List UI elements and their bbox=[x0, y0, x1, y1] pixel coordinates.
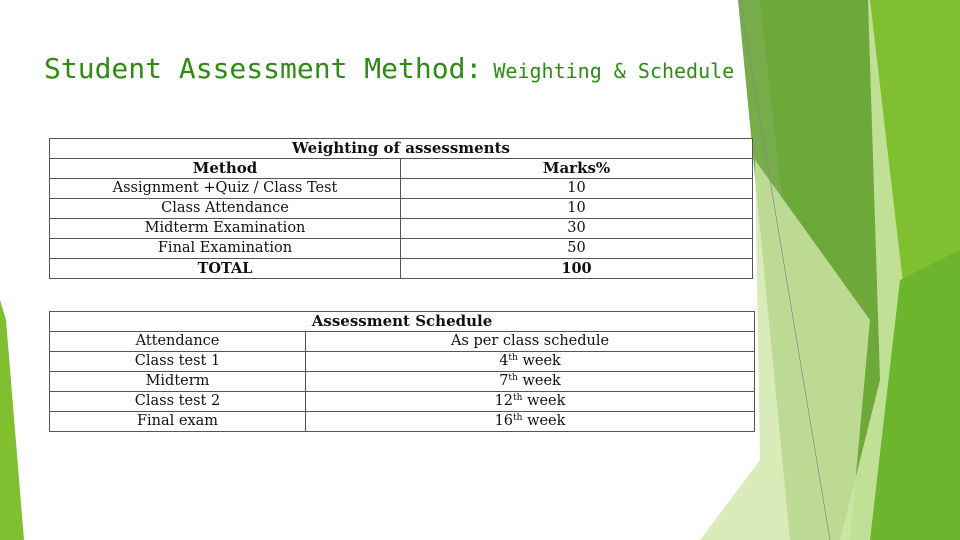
table-title: Weighting of assessments bbox=[50, 139, 753, 159]
timing-cell bbox=[306, 412, 755, 432]
marks-cell: 50 bbox=[401, 239, 753, 259]
timing-cell bbox=[306, 392, 755, 412]
week-unit: week bbox=[522, 373, 561, 389]
schedule-table-panel bbox=[49, 311, 754, 432]
title-main: Student Assessment Method: bbox=[44, 52, 483, 85]
marks-cell: 30 bbox=[401, 219, 753, 239]
table-row bbox=[50, 372, 755, 392]
total-row bbox=[50, 259, 753, 279]
table-row bbox=[50, 412, 755, 432]
ordinal-suffix: th bbox=[508, 373, 518, 383]
table-title-row bbox=[50, 312, 755, 332]
method-cell: Midterm Examination bbox=[50, 219, 401, 239]
ordinal-suffix: th bbox=[508, 353, 518, 363]
schedule-table bbox=[49, 311, 755, 432]
assessment-cell: Class test 2 bbox=[50, 392, 306, 412]
assessment-cell: Midterm bbox=[50, 372, 306, 392]
table-row bbox=[50, 332, 755, 352]
week-unit: week bbox=[522, 353, 561, 369]
weighting-table-panel bbox=[49, 138, 752, 279]
column-header-marks: Marks% bbox=[401, 159, 753, 179]
table-row bbox=[50, 392, 755, 412]
timing-cell: As per class schedule bbox=[306, 332, 755, 352]
weighting-table bbox=[49, 138, 753, 279]
green-left-edge-shape bbox=[0, 300, 24, 540]
table-title-row bbox=[50, 139, 753, 159]
slide-title bbox=[44, 52, 734, 85]
table-title: Assessment Schedule bbox=[50, 312, 755, 332]
marks-cell: 10 bbox=[401, 199, 753, 219]
assessment-cell: Attendance bbox=[50, 332, 306, 352]
total-value: 100 bbox=[401, 259, 753, 279]
column-header-method: Method bbox=[50, 159, 401, 179]
table-row bbox=[50, 352, 755, 372]
week-number: 7 bbox=[499, 373, 509, 389]
marks-cell: 10 bbox=[401, 179, 753, 199]
method-cell: Final Examination bbox=[50, 239, 401, 259]
week-unit: week bbox=[527, 413, 566, 429]
table-row bbox=[50, 239, 753, 259]
table-row bbox=[50, 179, 753, 199]
week-number: 12 bbox=[494, 393, 514, 409]
table-row bbox=[50, 199, 753, 219]
timing-cell bbox=[306, 352, 755, 372]
table-header-row bbox=[50, 159, 753, 179]
total-label: TOTAL bbox=[50, 259, 401, 279]
ordinal-suffix: th bbox=[513, 413, 523, 423]
table-row bbox=[50, 219, 753, 239]
timing-cell bbox=[306, 372, 755, 392]
method-cell: Assignment +Quiz / Class Test bbox=[50, 179, 401, 199]
ordinal-suffix: th bbox=[513, 393, 523, 403]
title-subtitle: Weighting & Schedule bbox=[493, 59, 735, 83]
week-number: 4 bbox=[499, 353, 509, 369]
assessment-cell: Final exam bbox=[50, 412, 306, 432]
week-unit: week bbox=[527, 393, 566, 409]
method-cell: Class Attendance bbox=[50, 199, 401, 219]
assessment-cell: Class test 1 bbox=[50, 352, 306, 372]
week-number: 16 bbox=[494, 413, 514, 429]
